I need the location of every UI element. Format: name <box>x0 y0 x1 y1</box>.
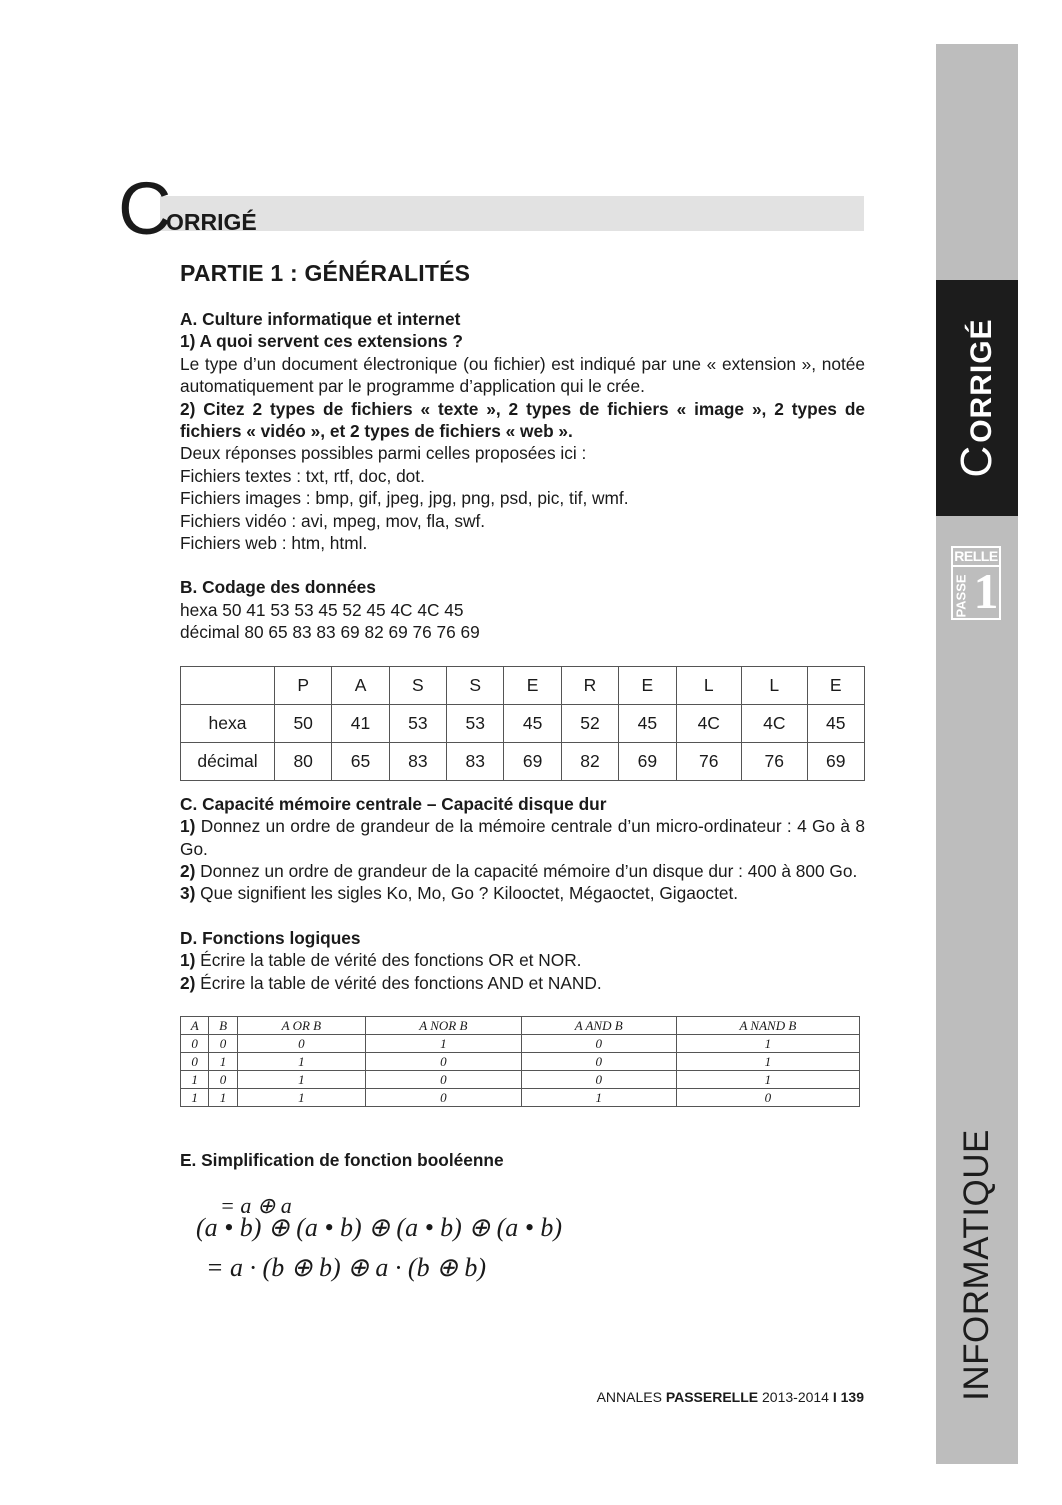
table-cell: 53 <box>447 704 504 742</box>
table-cell: 0 <box>181 1052 209 1070</box>
part-title: PARTIE 1 : GÉNÉRALITÉS <box>180 260 471 286</box>
table-cell: 83 <box>389 742 446 780</box>
side-subject-label: INFORMATIQUE <box>957 1129 996 1401</box>
table-header-cell: A <box>181 1016 209 1034</box>
table-cell: 45 <box>807 704 864 742</box>
table-header-cell: A AND B <box>521 1016 676 1034</box>
main-content <box>180 308 865 1291</box>
truth-table <box>180 1016 860 1107</box>
table-cell: 1 <box>237 1070 365 1088</box>
formula-main-line: (a • b) ⊕ (a • b) ⊕ (a • b) ⊕ (a • b) <box>196 1213 563 1243</box>
table-cell: 69 <box>807 742 864 780</box>
table-cell: R <box>561 666 618 704</box>
passerelle-code-table <box>180 666 865 781</box>
formula-top-line: = a ⊕ a <box>220 1193 292 1219</box>
table-cell: 1 <box>676 1034 859 1052</box>
footer-brand: PASSERELLE <box>665 1389 759 1405</box>
table-cell: 0 <box>365 1070 521 1088</box>
page-footer: ANNALES PASSERELLE 2013-2014 I 139 <box>596 1389 864 1405</box>
section-b-hexa: hexa 50 41 53 53 45 52 45 4C 4C 45 <box>180 599 464 620</box>
table-cell: 4C <box>676 704 742 742</box>
logo-number: 1 <box>973 563 999 619</box>
section-c-item: 1) Donnez un ordre de grandeur de la mémoire centrale d’un micro-ordinateur : 4 Go à 8 Go. <box>180 816 865 859</box>
table-cell: 65 <box>332 742 389 780</box>
table-row <box>181 1070 860 1088</box>
table-cell: 1 <box>181 1070 209 1088</box>
table-cell: 83 <box>447 742 504 780</box>
section-a-line: Fichiers textes : txt, rtf, doc, dot. <box>180 465 425 486</box>
table-cell: 0 <box>365 1088 521 1106</box>
section-a-line: Fichiers web : htm, html. <box>180 533 368 554</box>
table-cell: 69 <box>619 742 676 780</box>
table-cell: S <box>389 666 446 704</box>
table-cell: 0 <box>237 1034 365 1052</box>
table-cell: 0 <box>181 1034 209 1052</box>
table-cell: E <box>807 666 864 704</box>
table-cell: 41 <box>332 704 389 742</box>
table-cell: 1 <box>237 1052 365 1070</box>
passerelle-logo <box>951 546 1001 620</box>
table-cell: L <box>742 666 808 704</box>
table-cell: E <box>619 666 676 704</box>
section-c-title: C. Capacité mémoire centrale – Capacité disque dur <box>180 793 607 814</box>
table-cell: 69 <box>504 742 561 780</box>
page-number: I 139 <box>832 1389 864 1405</box>
table-cell: 53 <box>389 704 446 742</box>
table-cell: 1 <box>181 1088 209 1106</box>
table-cell: 0 <box>209 1034 237 1052</box>
formula-bottom-line: = a · (b ⊕ b) ⊕ a · (b ⊕ b) <box>206 1253 487 1283</box>
side-corrige-label: CORRIGÉ <box>952 318 1001 478</box>
section-a-line: Fichiers vidéo : avi, mpeg, mov, fla, swf. <box>180 510 486 531</box>
table-cell: 76 <box>676 742 742 780</box>
table-cell: 0 <box>209 1070 237 1088</box>
table-cell: 52 <box>561 704 618 742</box>
section-e-title: E. Simplification de fonction booléenne <box>180 1149 504 1170</box>
side-subject <box>936 1120 1018 1410</box>
table-cell: 1 <box>237 1088 365 1106</box>
header-title: ORRIGÉ <box>166 209 257 235</box>
table-cell: 76 <box>742 742 808 780</box>
table-cell: 0 <box>521 1052 676 1070</box>
table-row <box>181 666 865 704</box>
table-header-cell: B <box>209 1016 237 1034</box>
table-cell: 0 <box>365 1052 521 1070</box>
section-c-item: 2) Donnez un ordre de grandeur de la capacité mémoire d’un disque dur : 400 à 800 Go. <box>180 860 858 881</box>
table-cell: 1 <box>365 1034 521 1052</box>
table-row <box>181 1088 860 1106</box>
section-a-title: A. Culture informatique et internet <box>180 309 461 329</box>
table-cell: 80 <box>275 742 332 780</box>
header-bar <box>160 196 864 231</box>
table-row <box>181 742 865 780</box>
section-b-decimal: décimal 80 65 83 83 69 82 69 76 76 69 <box>180 622 480 643</box>
boolean-formula <box>180 1181 865 1291</box>
table-cell: A <box>332 666 389 704</box>
section-a-a1: Le type d’un document électronique (ou fichier) est indiqué par une « extension », notée automatiquement par le programme d’application qui le crée. <box>180 353 865 397</box>
table-row-header: hexa <box>181 704 275 742</box>
table-cell: 0 <box>676 1088 859 1106</box>
table-cell: 1 <box>209 1088 237 1106</box>
section-a-q1: 1) A quoi servent ces extensions ? <box>180 331 463 352</box>
table-header-cell: A NOR B <box>365 1016 521 1034</box>
section-a-q2: 2) Citez 2 types de fichiers « texte », 2 types de fichiers « image », 2 types de fichiers « vidéo », et 2 types de fichiers « web ». <box>180 398 865 442</box>
table-cell: E <box>504 666 561 704</box>
section-d-item: 2) Écrire la table de vérité des fonctions AND et NAND. <box>180 972 602 993</box>
table-cell: 0 <box>521 1070 676 1088</box>
table-cell: L <box>676 666 742 704</box>
table-row-header: décimal <box>181 742 275 780</box>
section-b-title: B. Codage des données <box>180 577 376 598</box>
section-d-title: D. Fonctions logiques <box>180 927 361 948</box>
table-cell: 45 <box>619 704 676 742</box>
table-cell: 50 <box>275 704 332 742</box>
header-initial: C <box>118 167 172 250</box>
section-a-line: Deux réponses possibles parmi celles proposées ici : <box>180 443 587 464</box>
table-cell: S <box>447 666 504 704</box>
table-row <box>181 1016 860 1034</box>
section-d-item: 1) Écrire la table de vérité des fonctions OR et NOR. <box>180 950 582 971</box>
table-cell: 1 <box>209 1052 237 1070</box>
table-cell <box>181 666 275 704</box>
table-row <box>181 1034 860 1052</box>
table-row <box>181 1052 860 1070</box>
table-cell: 1 <box>676 1070 859 1088</box>
table-cell: 4C <box>742 704 808 742</box>
table-cell: 1 <box>521 1088 676 1106</box>
table-header-cell: A OR B <box>237 1016 365 1034</box>
table-cell: 1 <box>676 1052 859 1070</box>
table-row <box>181 704 865 742</box>
side-corrige-tab <box>936 280 1018 516</box>
table-cell: 0 <box>521 1034 676 1052</box>
table-cell: P <box>275 666 332 704</box>
logo-side-text: PASSE <box>953 574 969 618</box>
section-c-item: 3) Que signifient les sigles Ko, Mo, Go ? Kilooctet, Mégaoctet, Gigaoctet. <box>180 883 739 904</box>
table-cell: 45 <box>504 704 561 742</box>
table-cell: 82 <box>561 742 618 780</box>
section-a-line: Fichiers images : bmp, gif, jpeg, jpg, png, psd, pic, tif, wmf. <box>180 488 629 509</box>
logo-top-text: RELLE <box>953 548 999 567</box>
table-header-cell: A NAND B <box>676 1016 859 1034</box>
